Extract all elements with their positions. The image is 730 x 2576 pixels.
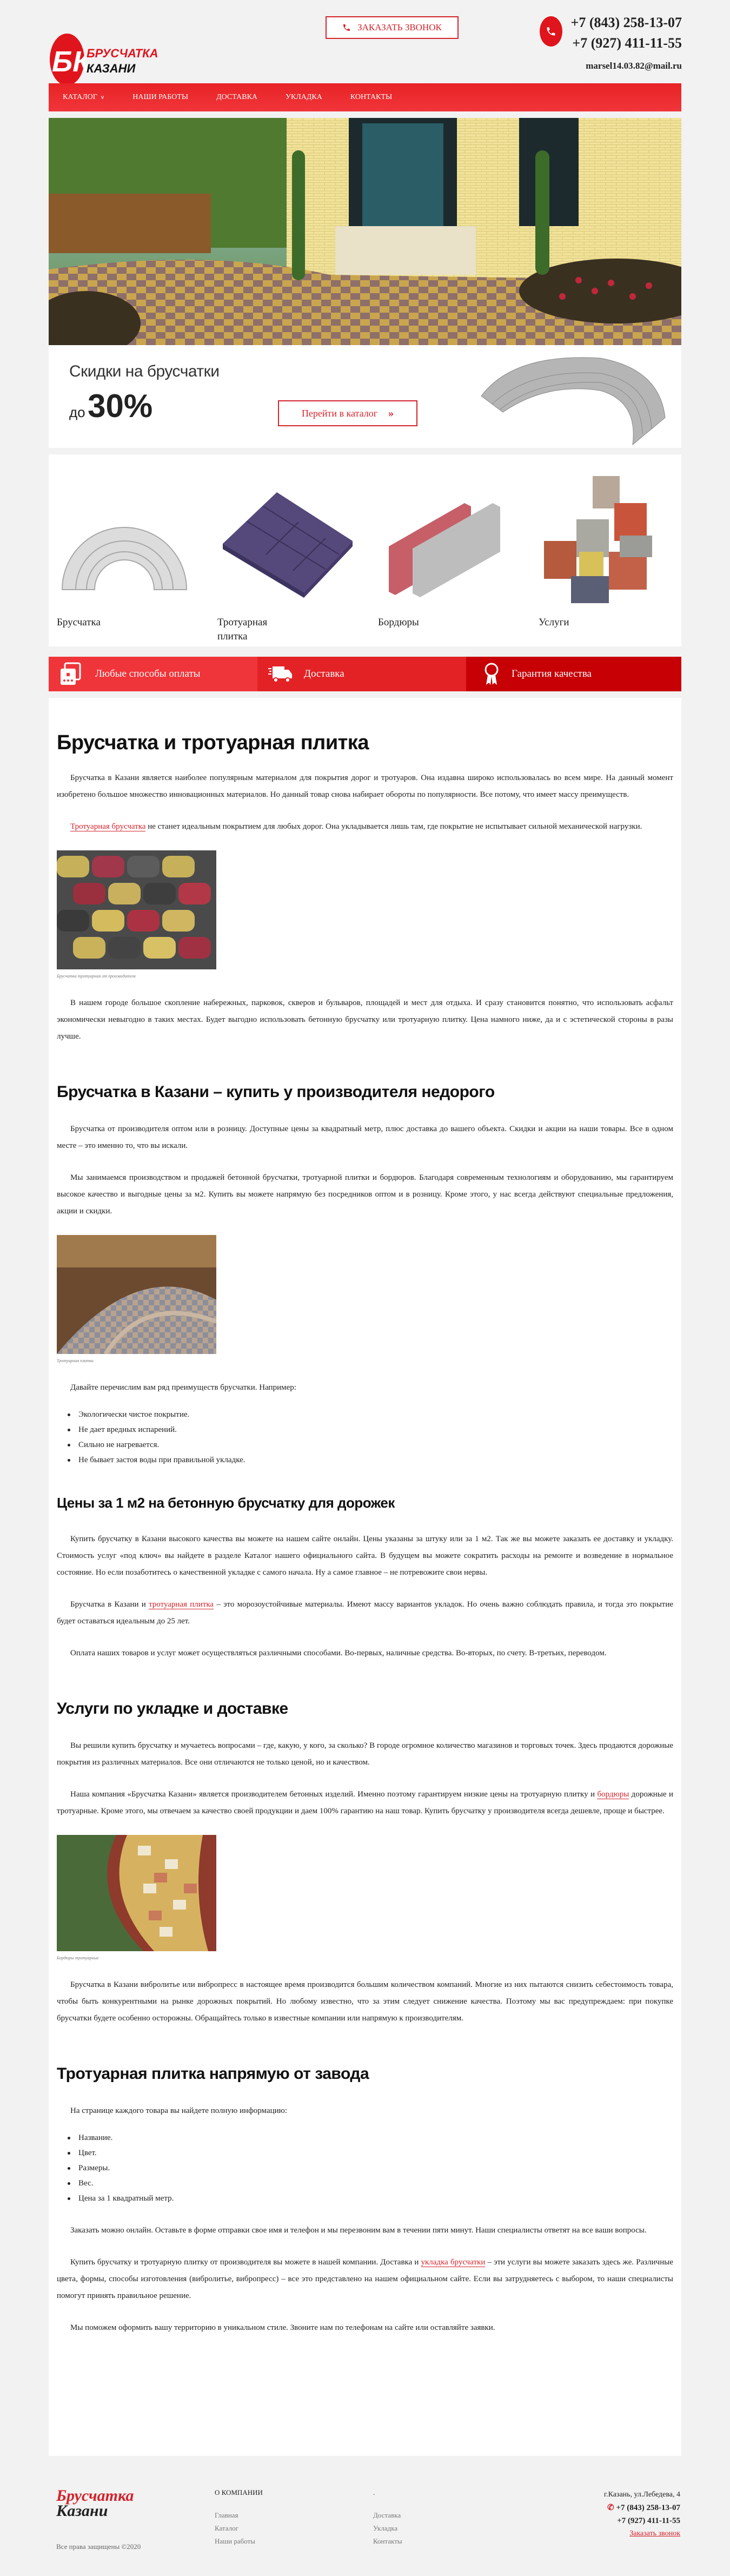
figure-tiles bbox=[57, 1235, 673, 1363]
promo-prefix: до bbox=[69, 404, 85, 420]
chevron-down-icon: ∨ bbox=[100, 94, 105, 101]
paragraph-text: Купить брусчатку и тротуарную плитку от производителя вы можете в нашей компании. Доставка и bbox=[70, 2258, 421, 2267]
category-label: Услуги bbox=[539, 617, 569, 628]
feature-label: Доставка bbox=[304, 668, 344, 679]
site-footer bbox=[0, 2467, 730, 2576]
paragraph: Мы поможем оформить вашу территорию в уникальном стиле. Звоните нам по телефонам на сайте или оставляйте заявки. bbox=[70, 2323, 495, 2332]
list-item: Вес. bbox=[68, 2176, 673, 2191]
figure-paving bbox=[57, 850, 673, 979]
category-grid bbox=[49, 454, 681, 646]
delivery-truck-icon bbox=[268, 664, 292, 684]
nav-item-laying[interactable] bbox=[286, 93, 322, 102]
category-card-curbs[interactable] bbox=[378, 471, 535, 630]
paving-photo bbox=[57, 850, 216, 969]
footer-link-delivery[interactable]: Доставка bbox=[373, 2511, 401, 2519]
nav-label: КАТАЛОГ bbox=[63, 93, 97, 101]
list-item: Цена за 1 квадратный метр. bbox=[68, 2191, 673, 2206]
category-card-services[interactable] bbox=[539, 471, 695, 630]
promo-banner bbox=[49, 345, 681, 448]
footer-logo-line1: Брусчатка bbox=[56, 2487, 134, 2505]
promo-title: Скидки на брусчатки bbox=[69, 362, 220, 380]
footer-link-catalog[interactable]: Каталог bbox=[215, 2524, 238, 2532]
footer-phone-1[interactable]: +7 (843) 258-13-07 bbox=[616, 2504, 680, 2512]
category-card-sidewalk-tile[interactable] bbox=[217, 471, 374, 644]
nav-label: КОНТАКТЫ bbox=[350, 93, 393, 101]
feature-delivery bbox=[257, 657, 466, 691]
paragraph-text: Брусчатка в Казани и bbox=[70, 1600, 149, 1609]
paragraph-text: не станет идеальным покрытием для любых дорог. Она укладывается лишь там, где покрытие не испытывает сильной механической нагрузки. bbox=[145, 822, 642, 831]
list-item: Сильно не нагревается. bbox=[68, 1437, 673, 1452]
phone-icon: ✆ bbox=[607, 2504, 614, 2512]
go-to-catalog-button[interactable] bbox=[278, 400, 417, 426]
section-heading: Цены за 1 м2 на бетонную брусчатку для дорожек bbox=[57, 1495, 395, 1511]
figure-curbs bbox=[57, 1835, 673, 1960]
tiles-photo bbox=[57, 1235, 216, 1354]
nav-label: УКЛАДКА bbox=[286, 93, 322, 101]
footer-address: г.Казань, ул.Лебедева, 4 bbox=[603, 2491, 680, 2499]
category-label: Брусчатка bbox=[57, 617, 101, 628]
go-to-catalog-label: Перейти в каталог bbox=[301, 407, 378, 419]
promo-discount bbox=[69, 387, 152, 425]
list-item: Название. bbox=[68, 2130, 673, 2145]
sidewalk-tile-image bbox=[217, 471, 353, 606]
article-content bbox=[49, 698, 681, 2456]
list-intro: На странице каждого товара вы найдете полную информацию: bbox=[70, 2106, 288, 2115]
paragraph-text: – эти услуги вы можете заказать здесь же. Различные цвета, формы, способы изготовления (вибролитье, вибропресс) – все это представлено на нашем официальном сайте. Если вы затрудняетесь с выбором, то наши специалисты помогут принять правильное решение. bbox=[57, 2258, 673, 2300]
nav-label: ДОСТАВКА bbox=[216, 93, 258, 101]
list-item: Не дает вредных испарений. bbox=[68, 1422, 673, 1437]
list-item: Не бывает застоя воды при правильной укладке. bbox=[68, 1452, 673, 1468]
paragraph: Брусчатка в Казани является наиболее популярным материалом для покрытия дорог и тротуаров. Она издавна широко использовалась во всем мире. На данный момент изобретено большое множество инновационных материалов. Но данный товар снова набирает обороты по популярности. Все потому, что имеет массу преимуществ. bbox=[57, 774, 673, 799]
category-card-paving[interactable] bbox=[57, 471, 214, 630]
paragraph: Брусчатка в Казани вибролитье или вибропресс в настоящее время производится большим количеством компаний. Многие из них пытаются снизить себестоимость товара, чтобы быть конкурентными на рынке дорожных покрытий. Но любому известно, что за этим следует снижение качества. Поэтому мы вас предупреждаем: при покупке брусчатки будете особенно осторожны. Обращайтесь только в известные компании или напрямую к производителям. bbox=[57, 1980, 673, 2023]
order-call-button[interactable] bbox=[326, 16, 459, 39]
footer-col-title: . bbox=[373, 2488, 375, 2496]
footer-col-services bbox=[373, 2488, 402, 2548]
paragraph: Заказать можно онлайн. Оставьте в форме отправки свое имя и телефон и мы перезвоним вам в течении пяти минут. Наши специалисты ответят на все ваши вопросы. bbox=[70, 2226, 647, 2235]
figure-caption: Брусчатка тротуарная от производителя bbox=[57, 974, 136, 979]
header-phone-2[interactable]: +7 (927) 411-11-55 bbox=[572, 35, 682, 51]
promo-percent: 30% bbox=[88, 388, 153, 424]
nav-item-catalog[interactable] bbox=[63, 93, 104, 102]
section-heading: Тротуарная плитка напрямую от завода bbox=[57, 2065, 369, 2083]
figure-caption: Тротуарная плитка bbox=[57, 1358, 94, 1363]
paragraph bbox=[57, 1786, 673, 1820]
sidewalk-paving-link[interactable]: Тротуарная брусчатка bbox=[70, 822, 146, 831]
feature-quality bbox=[466, 657, 681, 691]
award-ribbon-icon bbox=[483, 662, 500, 686]
paragraph-text: дорожные и тротуарные. Кроме этого, мы отвечаем за качество своей продукции и даем 100% гарантию на наш товар. Купить брусчатку у производителя всегда дешевле, проще и быстрее. bbox=[57, 1790, 673, 1815]
paragraph: Купить брусчатку в Казани высокого качества вы можете на нашем сайте онлайн. Цены указаны за штуку или за 1 м2. Так же вы можете заказать ее доставку и укладку. Стоимость услуг «под ключ» вы найдете в разделе Каталог нашего официального сайта. В будущем вы можете сократить расходы на ремонте и возведение в нормальное состояние. Но если позаботитесь о качественной укладке с самого начала. Ну а самое главное – не потревожите свои нервы. bbox=[57, 1535, 673, 1577]
paragraph: Вы решили купить брусчатку и мучаетесь вопросами – где, какую, у кого, за сколько? В городе огромное количество магазинов и торговых точек. Здесь продаются дорожные покрытия из различных материалов. Все они отличаются не только ценой, но и качеством. bbox=[57, 1741, 673, 1767]
list-intro: Давайте перечислим вам ряд преимуществ брусчатки. Например: bbox=[70, 1383, 296, 1392]
footer-link-contacts[interactable]: Контакты bbox=[373, 2537, 402, 2545]
logo-text-line2: КАЗАНИ bbox=[87, 62, 136, 75]
double-chevron-right-icon: » bbox=[388, 407, 394, 419]
curbs-link[interactable]: бордюры bbox=[597, 1790, 629, 1799]
list-item: Экологически чистое покрытие. bbox=[68, 1407, 673, 1422]
footer-logo[interactable] bbox=[56, 2488, 134, 2519]
footer-link-home[interactable]: Главная bbox=[215, 2511, 238, 2519]
section-heading: Брусчатка в Казани – купить у производителя недорого bbox=[57, 1083, 495, 1101]
figure-caption: Бордюры тротуарные bbox=[57, 1956, 99, 1960]
copyright: Все права защищены ©2020 bbox=[56, 2542, 141, 2551]
header-contacts bbox=[571, 13, 682, 71]
hero-image bbox=[49, 118, 681, 345]
circular-paving-image bbox=[470, 353, 671, 447]
phone-icon bbox=[342, 22, 351, 33]
order-call-label: ЗАКАЗАТЬ ЗВОНОК bbox=[357, 22, 442, 32]
paragraph-text: Наша компания «Брусчатка Казани» является производителем бетонных изделий. Именно поэтому гарантируем низкие цены на тротуарную плитку и bbox=[70, 1790, 598, 1799]
footer-phone-2[interactable]: +7 (927) 411-11-55 bbox=[617, 2516, 680, 2525]
main-nav bbox=[49, 83, 681, 111]
nav-item-delivery[interactable] bbox=[216, 93, 257, 102]
footer-callback-link[interactable]: Заказать звонок bbox=[629, 2529, 680, 2538]
category-label: Бордюры bbox=[378, 617, 419, 628]
nav-item-our-works[interactable] bbox=[132, 93, 188, 102]
paragraph bbox=[57, 818, 673, 835]
section-heading: Услуги по укладке и доставке bbox=[57, 1700, 288, 1718]
footer-phone-1-row bbox=[604, 2501, 680, 2514]
footer-link-laying[interactable]: Укладка bbox=[373, 2524, 398, 2532]
paragraph bbox=[57, 1596, 673, 1630]
paragraph bbox=[57, 2254, 673, 2304]
paragraph: Брусчатка от производителя оптом или в розницу. Доступные цены за квадратный метр, плюс доставка до вашего объекта. Скидки и акции на наши товары. Все в одном месте – это именно то, что вы искали. bbox=[57, 1125, 673, 1150]
category-label: Тротуарная плитка bbox=[217, 617, 268, 642]
paragraph: Мы занимаемся производством и продажей бетонной брусчатки, тротуарной плитки и бордюров. Благодаря современным технологиям и оборудованию, мы гарантируем высокое качество и выгодные цены за м2. Купить вы можете напрямую без посредников оптом и в розницу. Кроме этого, у нас всегда действуют специальные предложения, акции и скидки. bbox=[57, 1173, 673, 1216]
paving-stone-image bbox=[57, 471, 192, 606]
footer-logo-line2: Казани bbox=[56, 2502, 108, 2520]
header-email[interactable]: marsel14.03.82@mail.ru bbox=[586, 61, 682, 71]
feature-label: Любые способы оплаты bbox=[95, 668, 201, 679]
paving-laying-link[interactable]: укладка брусчатки bbox=[421, 2258, 486, 2267]
sidewalk-tile-link[interactable]: тротуарная плитка bbox=[149, 1600, 214, 1609]
list-item: Размеры. bbox=[68, 2161, 673, 2176]
paragraph: Оплата наших товаров и услуг может осуществляться различными способами. Во-первых, наличные средства. Во-вторых, по счету. В-третьих, переводом. bbox=[70, 1649, 607, 1657]
features-bar bbox=[49, 657, 681, 691]
nav-item-contacts[interactable] bbox=[350, 93, 392, 102]
footer-link-works[interactable]: Наши работы bbox=[215, 2537, 256, 2545]
curbs-photo bbox=[57, 1835, 216, 1951]
footer-col-company bbox=[215, 2488, 263, 2548]
paragraph: В нашем городе большое скопление набережных, парковок, скверов и бульваров, площадей и мест для отдыха. И сразу становится понятно, что использовать асфальт экономически невыгодно в таких местах. Будет выгодно использовать бетонную брусчатку или тротуарную плитку. Цена намного ниже, да и с эстетической стороны в разы лучше. bbox=[57, 999, 673, 1041]
advantages-list bbox=[68, 1407, 673, 1468]
feature-payment bbox=[49, 657, 257, 691]
payment-card-icon bbox=[59, 662, 83, 686]
services-image bbox=[539, 471, 674, 606]
article-title: Брусчатка и тротуарная плитка bbox=[57, 731, 369, 754]
logo-mark-icon bbox=[50, 32, 169, 87]
list-item: Цвет. bbox=[68, 2145, 673, 2161]
product-info-list bbox=[68, 2130, 673, 2206]
footer-contacts bbox=[604, 2488, 680, 2540]
curbs-image bbox=[378, 471, 513, 606]
nav-label: НАШИ РАБОТЫ bbox=[132, 93, 189, 101]
phone-circle-icon bbox=[540, 16, 562, 47]
paragraph-text: – это морозоустойчивые материалы. Имеют массу вариантов укладок. Но очень важно соблюдать правила, и тогда это покрытие будет оставаться идеальным до 25 лет. bbox=[57, 1600, 674, 1626]
logo-mark: БК bbox=[52, 45, 91, 78]
feature-label: Гарантия качества bbox=[512, 668, 592, 679]
header-phone-1[interactable]: +7 (843) 258-13-07 bbox=[570, 15, 682, 30]
logo-text-line1: БРУСЧАТКА bbox=[87, 47, 158, 60]
footer-col-title: О КОМПАНИИ bbox=[215, 2488, 263, 2496]
